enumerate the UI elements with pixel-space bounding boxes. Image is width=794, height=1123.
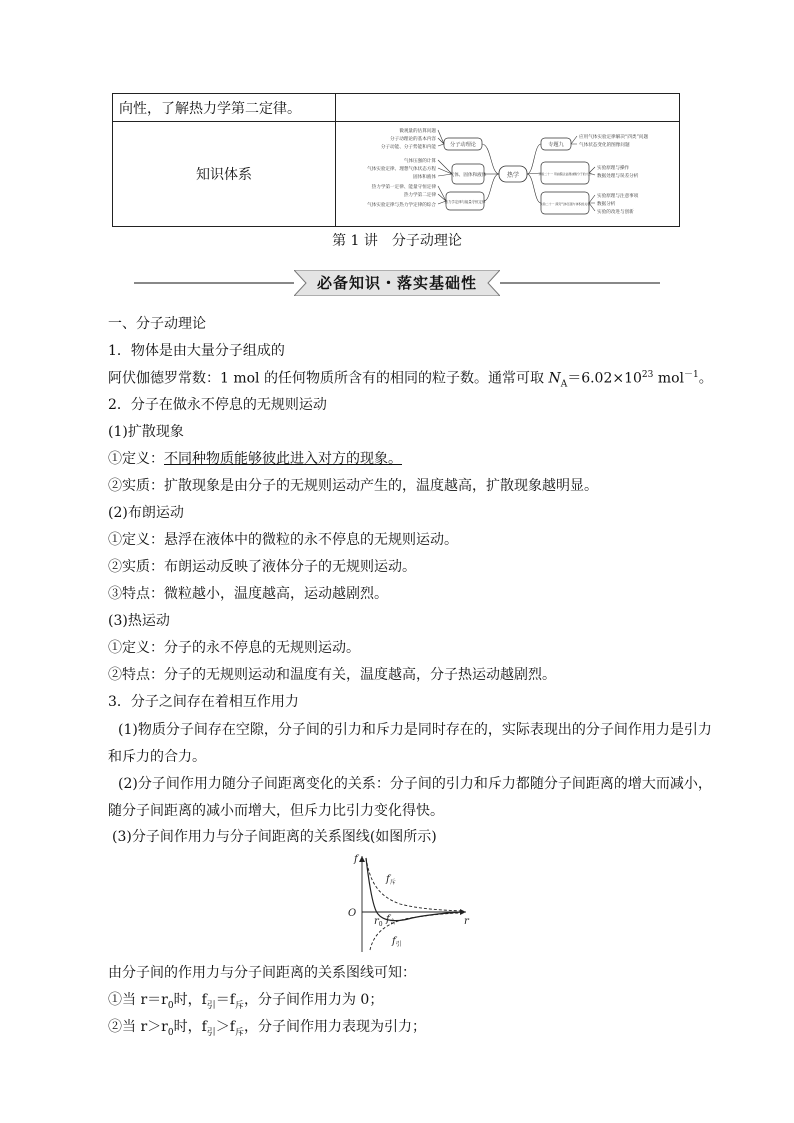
force-distance-chart: [340, 852, 470, 956]
diffusion-definition: ①定义：不同种物质能够彼此进入对方的现象。: [108, 451, 402, 467]
mindmap-leaf: 固体和液体: [413, 175, 436, 180]
mindmap-leaf: 实验原理与操作: [597, 166, 630, 171]
heading-1-2: 2．分子在做永不停息的无规则运动: [108, 397, 327, 413]
heading-1-3: 3．分子之间存在着相互作用力: [108, 694, 299, 710]
mindmap-leaf: 气体实验定律、理想气体状态方程: [367, 167, 436, 172]
mindmap-leaf: 分子动理论的基本内容: [390, 137, 436, 142]
y-axis-label: f: [354, 854, 358, 865]
table-cell-knowledge-system: 知识体系: [113, 122, 336, 227]
mindmap-center-label: 热学: [506, 172, 520, 179]
mindmap-node-right-1: 专题九: [548, 142, 564, 148]
mindmap-leaf: 分子动能、分子势能和内能: [380, 145, 436, 150]
subheading-thermal: (3)热运动: [108, 613, 170, 629]
repulsive-force-curve: [366, 858, 462, 911]
mindmap-leaf: 热力学第二定律: [403, 193, 436, 198]
label-r0: $r_0$: [374, 916, 383, 928]
thermal-features: ②特点：分子的无规则运动和温度有关，温度越高，分子热运动越剧烈。: [108, 667, 556, 683]
paragraph-force-2: (2)分子间作用力随分子间距离变化的关系：分子间的引力和斥力都随分子间距离的增大而减小，随分子间距离的减小而增大，但斥力比引力变化得快。: [108, 776, 712, 819]
mindmap-cell: [336, 122, 680, 227]
mindmap-node-right-2: 实验二十一 用油膜法估测油酸分子的大小: [538, 172, 592, 176]
avogadro-line: 阿伏伽德罗常数：1 mol 的任何物质所含有的相同的粒子数。通常可取 $N_A=6.02\times 10^{23}$ mol$^{-1}$。: [108, 370, 713, 390]
mindmap-leaf: 应用气体实验定律解决“四类”问题: [579, 135, 649, 140]
table-cell-requirement: 向性，了解热力学第二定律。: [113, 94, 336, 122]
label-f-attractive: $f_引$: [392, 936, 402, 948]
net-force-curve: [366, 858, 462, 921]
case-greater: ②当 $r>r_0$时，$f_引>f_斥$，分子间作用力表现为引力；: [108, 1019, 426, 1038]
mindmap-leaf: 微观量的估算问题: [399, 129, 436, 134]
mindmap-leaf: 实验原理与注意事项: [597, 194, 639, 199]
thermal-definition: ①定义：分子的永不停息的无规则运动。: [108, 640, 360, 656]
mindmap-leaf: 气体压强的计算: [403, 159, 436, 164]
subheading-brownian: (2)布朗运动: [108, 505, 184, 521]
diffusion-essence: ②实质：扩散现象是由分子的无规则运动产生的，温度越高，扩散现象越明显。: [108, 478, 598, 494]
force-distance-figure: [340, 852, 470, 956]
heading-1-1: 1．物体是由大量分子组成的: [108, 343, 285, 359]
brownian-features: ③特点：微粒越小，温度越高，运动越剧烈。: [108, 586, 388, 602]
label-f-net: $f_合$: [386, 914, 396, 926]
banner-rule-left: [134, 282, 294, 284]
mindmap-leaf: 数据处理与误差分析: [597, 174, 639, 179]
mindmap-node-left-1: 分子动理论: [450, 142, 476, 148]
label-f-repulsive: $f_斥$: [386, 874, 396, 886]
x-axis-label: r: [464, 916, 469, 927]
mindmap-node-right-3: 实验二十一 探究气体压强与体积的关系: [539, 202, 591, 206]
overview-table: [112, 93, 680, 227]
table-cell-empty: [336, 94, 680, 122]
subheading-graph: (3)分子间作用力与分子间距离的关系图线(如图所示): [112, 829, 437, 845]
paragraph-force-1: (1)物质分子间存在空隙，分子间的引力和斥力是同时存在的，实际表现出的分子间作用力是引力和斥力的合力。: [108, 722, 712, 765]
mindmap-leaf: 气体状态变化的图像问题: [579, 143, 630, 148]
y-axis-arrow: [359, 856, 365, 862]
brownian-essence: ②实质：布朗运动反映了液体分子的无规则运动。: [108, 559, 416, 575]
origin-label: O: [348, 908, 357, 919]
mindmap-node-left-3: 热力学定律与能量守恒定律: [444, 200, 486, 204]
mindmap-leaf: 数据分析: [597, 202, 616, 207]
graph-intro: 由分子间的作用力与分子间距离的关系图线可知：: [108, 965, 416, 981]
mindmap-node-left-2: 气体、固体和液体: [449, 173, 487, 178]
banner-title: 必备知识・落实基础性: [316, 274, 477, 292]
mindmap-leaf: 热力学第一定律、能量守恒定律: [371, 185, 436, 190]
subheading-diffusion: (1)扩散现象: [108, 424, 184, 440]
brownian-definition: ①定义：悬浮在液体中的微粒的永不停息的无规则运动。: [108, 532, 458, 548]
heading-1: 一、分子动理论: [108, 316, 206, 332]
mindmap-leaf: 气体实验定律与热力学定律的综合: [367, 203, 436, 208]
lecture-title: 第 1 讲 分子动理论: [332, 233, 462, 249]
mindmap-leaf: 实验的改进与创新: [597, 210, 634, 215]
banner-rule-right: [500, 282, 660, 284]
banner-box: [294, 270, 500, 296]
section-banner: [112, 268, 682, 298]
case-equal: ①当 $r=r_0$时，$f_引=f_斥$，分子间作用力为 0；: [108, 992, 384, 1011]
knowledge-mindmap: [336, 122, 679, 226]
